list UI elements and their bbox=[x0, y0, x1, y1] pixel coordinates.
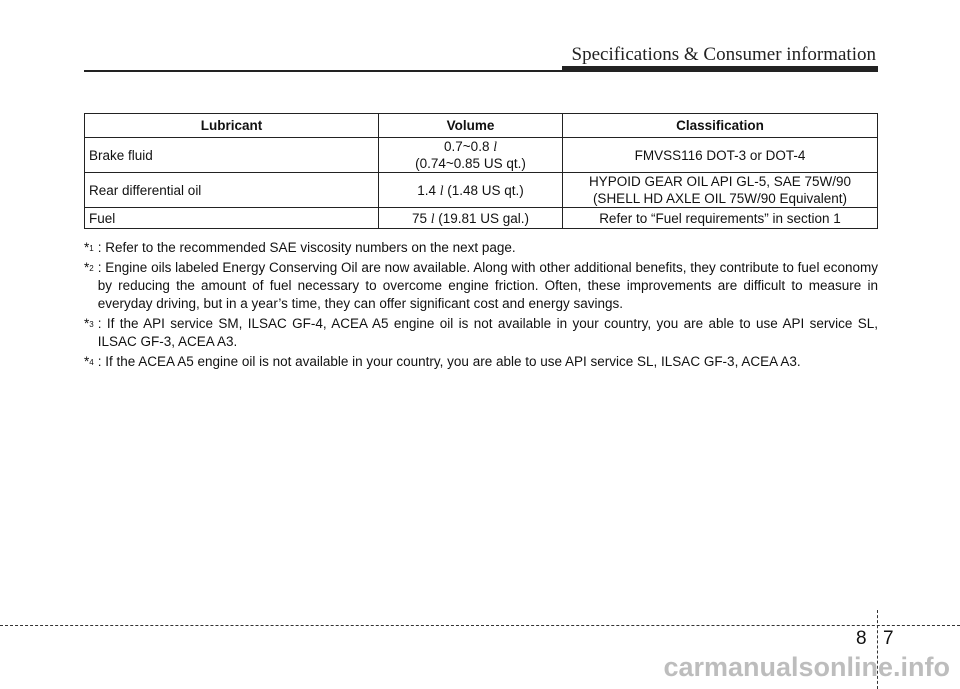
footnote-text: : Refer to the recommended SAE viscosity numbers on the next page. bbox=[97, 240, 516, 255]
footnote-marker: *$^3$ bbox=[84, 316, 94, 331]
watermark: carmanualsonline.info bbox=[663, 652, 950, 682]
volume-us-value: (19.81 US gal.) bbox=[434, 210, 530, 226]
table-header-row bbox=[85, 114, 878, 138]
footnote-marker: *$^4$ bbox=[84, 354, 94, 369]
column-header-lubricant: Lubricant bbox=[85, 114, 379, 138]
volume-cell bbox=[379, 138, 563, 173]
lubricant-cell: Brake fluid bbox=[85, 138, 379, 173]
volume-value: 0.7~0.8 bbox=[444, 139, 494, 154]
volume-us-value: (1.48 US qt.) bbox=[443, 182, 524, 198]
footnote-text: : If the ACEA A5 engine oil is not available in your country, you are able to use API service SL, ILSAC GF-3, ACEA A3. bbox=[97, 354, 801, 369]
column-header-classification: Classification bbox=[563, 114, 878, 138]
classification-cell bbox=[563, 138, 878, 173]
column-header-volume: Volume bbox=[379, 114, 563, 138]
footnote-text: : If the API service SM, ILSAC GF-4, ACEA A5 engine oil is not available in your country, you are able to use API service SL, ILSAC GF-3, ACEA A3. bbox=[97, 316, 878, 349]
footnote-item bbox=[84, 353, 878, 371]
liter-unit: l bbox=[430, 210, 435, 226]
volume-value: 1.4 bbox=[417, 182, 440, 198]
footnote-marker: *$^2$ bbox=[84, 260, 94, 275]
classification-line-1: Refer to “Fuel requirements” in section 1 bbox=[599, 210, 841, 226]
liter-unit: l bbox=[439, 182, 444, 198]
volume-cell bbox=[379, 173, 563, 208]
chapter-number: 8 bbox=[856, 628, 867, 649]
footnote-item bbox=[84, 259, 878, 313]
table-row bbox=[85, 138, 878, 173]
classification-cell bbox=[563, 208, 878, 229]
lubricant-spec-table bbox=[84, 113, 878, 229]
footer-rule bbox=[0, 625, 960, 626]
classification-line-1: FMVSS116 DOT-3 or DOT-4 bbox=[634, 147, 806, 163]
footnote-item bbox=[84, 239, 878, 257]
footnote-text: : Engine oils labeled Energy Conserving Oil are now available. Along with other additional benefits, they contribute to fuel economy by reducing the amount of fuel necessary to overcome engine friction. Often, these improvements are difficult to measure in everyday driving, but in a year’s time, they can offer significant cost and energy savings. bbox=[97, 260, 878, 311]
volume-value: 75 bbox=[411, 210, 431, 226]
table-row bbox=[85, 208, 878, 229]
classification-line-2: (SHELL HD AXLE OIL 75W/90 Equivalent) bbox=[592, 191, 848, 206]
page-number: 7 bbox=[883, 628, 894, 649]
classification-line-1: HYPOID GEAR OIL API GL-5, SAE 75W/90 bbox=[588, 174, 852, 189]
section-title: Specifications & Consumer information bbox=[571, 44, 876, 65]
lubricant-cell: Rear differential oil bbox=[85, 173, 379, 208]
classification-cell bbox=[563, 173, 878, 208]
footnote-item bbox=[84, 315, 878, 351]
liter-unit: l bbox=[493, 139, 497, 154]
volume-us-value: (0.74~0.85 US qt.) bbox=[415, 156, 526, 171]
lubricant-cell: Fuel bbox=[85, 208, 379, 229]
footnote-marker: *$^1$ bbox=[84, 240, 94, 255]
header-rule-thin bbox=[84, 70, 878, 72]
volume-cell bbox=[379, 208, 563, 229]
table-row bbox=[85, 173, 878, 208]
footnotes bbox=[84, 239, 878, 373]
